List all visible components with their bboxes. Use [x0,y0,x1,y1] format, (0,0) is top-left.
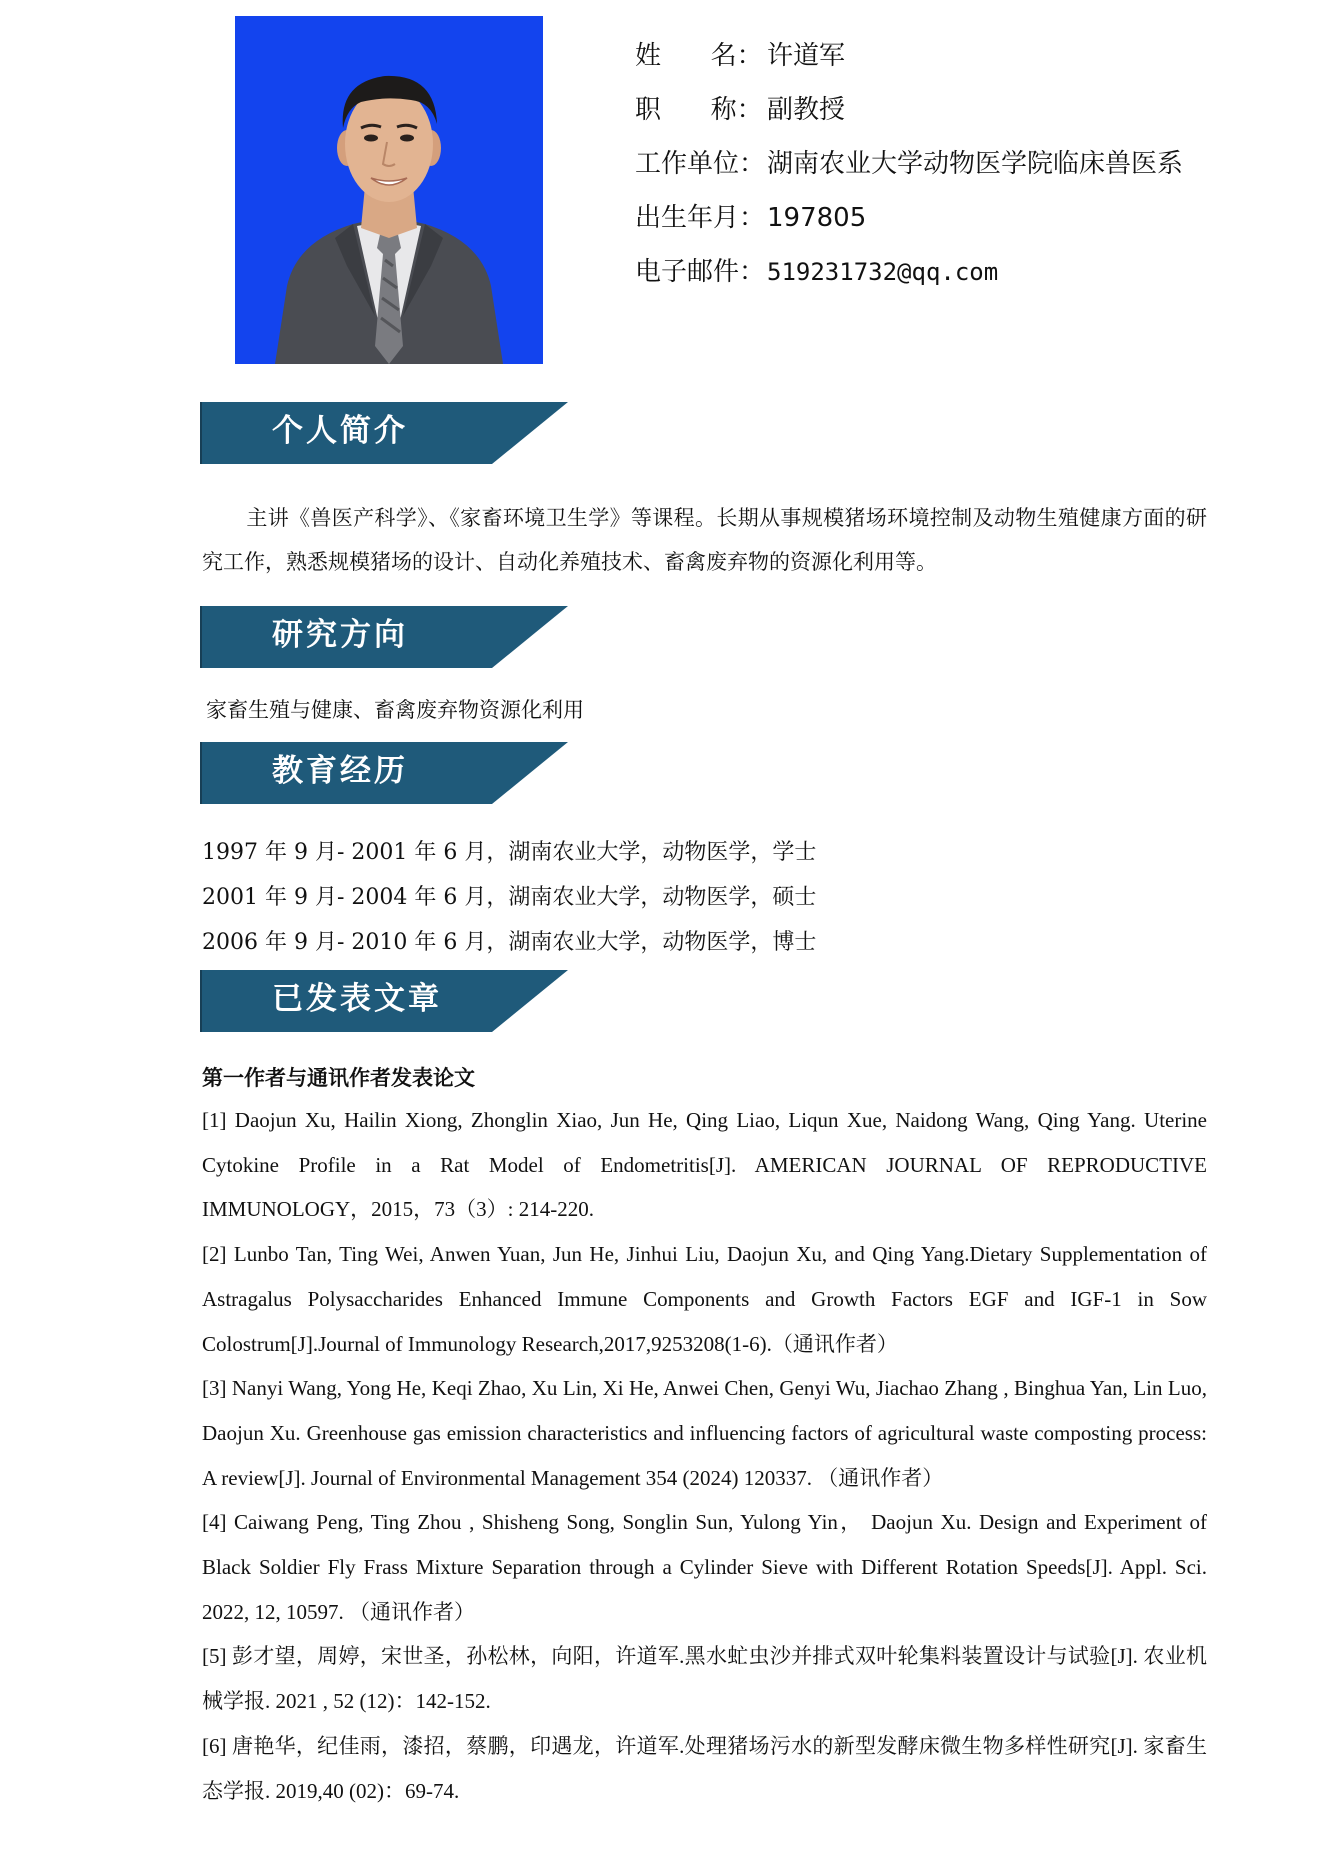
section-title-education: 教育经历 [272,753,408,789]
email-label: 电子邮件： [635,257,766,287]
publications-heading: 第一作者与通讯作者发表论文 [202,1066,475,1090]
email-value: 519231732@qq.com [767,258,999,286]
section-title-intro: 个人简介 [272,413,408,449]
unit-row [635,144,1183,198]
portrait-illustration [235,16,543,364]
publication-item: [5] 彭才望，周婷，宋世圣，孙松林，向阳，许道军.黑水虻虫沙并排式双叶轮集料装置设计与试验[J]. 农业机械学报. 2021 , 52 (12)：142-152. [202,1644,1207,1714]
title-value: 副教授 [767,95,846,125]
section-title-research: 研究方向 [272,617,408,653]
title-row [635,90,1183,144]
publication-item: [3] Nanyi Wang, Yong He, Keqi Zhao, Xu Lin, Xi He, Anwei Chen, Genyi Wu, Jiachao Zhang , Binghua Yan, Lin Luo, Daojun Xu. Greenhouse gas emission characteristics and influencing factors of agricultural waste composting process: A review[J]. Journal of Environmental Management 354 (2024) 120337. （通讯作者） [202,1376,1207,1490]
education-item: 1997 年 9 月- 2001 年 6 月，湖南农业大学，动物医学，学士 [202,840,817,865]
name-label: 姓 名： [635,41,763,71]
education-list [202,830,816,965]
section-banner-publications [200,970,570,1032]
profile-info [635,36,1183,306]
title-label: 职 称： [635,95,763,125]
publication-list [202,1060,1207,1813]
intro-text: 主讲《兽医产科学》、《家畜环境卫生学》等课程。长期从事规模猪场环境控制及动物生殖健康方面的研究工作，熟悉规模猪场的设计、自动化养殖技术、畜禽废弃物的资源化利用等。 [202,506,1207,574]
publication-item: [2] Lunbo Tan, Ting Wei, Anwen Yuan, Jun He, Jinhui Liu, Daojun Xu, and Qing Yang.Dietary Supplementation of Astragalus Polysaccharides Enhanced Immune Components and Growth Factors EGF and IGF-1 in Sow Colostrum[J].Journal of Immunology Research,2017,9253208(1-6).（通讯作者） [202,1242,1207,1356]
birth-row [635,198,1183,252]
name-value: 许道军 [767,41,846,71]
education-item: 2006 年 9 月- 2010 年 6 月，湖南农业大学，动物医学，博士 [202,930,817,955]
birth-value: 197805 [767,203,867,233]
email-row [635,252,1183,306]
research-paragraph [206,688,1211,732]
name-row [635,36,1183,90]
unit-value: 湖南农业大学动物医学院临床兽医系 [767,149,1184,179]
publication-item: [4] Caiwang Peng, Ting Zhou , Shisheng Song, Songlin Sun, Yulong Yin， Daojun Xu. Design and Experiment of Black Soldier Fly Frass Mixture Separation through a Cylinder Sieve with Different Rotation Speeds[J]. Appl. Sci. 2022, 12, 10597. （通讯作者） [202,1510,1207,1624]
section-banner-intro [200,402,570,464]
profile-photo [235,16,543,364]
publication-item: [1] Daojun Xu, Hailin Xiong, Zhonglin Xiao, Jun He, Qing Liao, Liqun Xue, Naidong Wang, Qing Yang. Uterine Cytokine Profile in a Rat Model of Endometritis[J]. AMERICAN JOURNAL OF REPRODUCTIVE IMMUNOLOGY，2015，73（3）: 214-220. [202,1108,1207,1222]
unit-label: 工作单位： [635,149,766,179]
intro-paragraph [202,496,1207,584]
publication-item: [6] 唐艳华，纪佳雨，漆招，蔡鹏，印遇龙，许道军.处理猪场污水的新型发酵床微生物多样性研究[J]. 家畜生态学报. 2019,40 (02)：69-74. [202,1733,1207,1803]
education-item: 2001 年 9 月- 2004 年 6 月，湖南农业大学，动物医学，硕士 [202,885,817,910]
birth-label: 出生年月： [635,203,766,233]
section-title-publications: 已发表文章 [272,981,442,1017]
section-banner-education [200,742,570,804]
research-text: 家畜生殖与健康、畜禽废弃物资源化利用 [206,698,584,722]
section-banner-research [200,606,570,668]
